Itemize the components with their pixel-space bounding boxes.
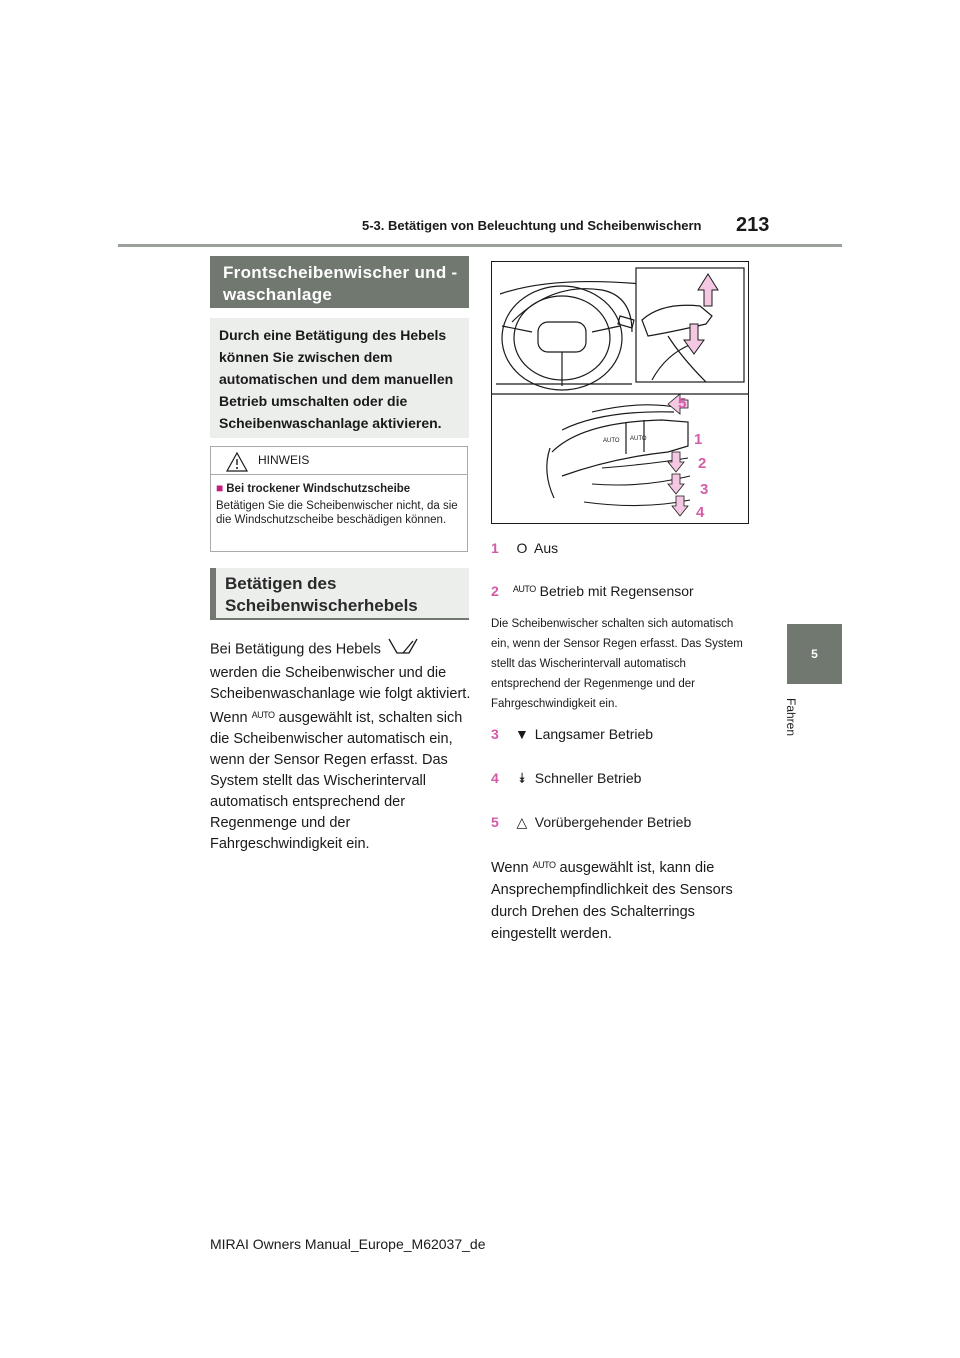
list-item-off: 1 O Aus [491, 540, 559, 556]
slow-symbol-icon: ▼ [514, 726, 529, 742]
chapter-tab [787, 624, 842, 684]
chapter-label: Fahren [784, 698, 798, 737]
off-symbol-icon: O [516, 540, 528, 556]
wiper-lever-illustration [491, 261, 749, 524]
section-heading-lever: Betätigen des Scheibenwischerhebels [210, 568, 469, 620]
callout-5: 5 [678, 395, 687, 412]
callout-2: 2 [698, 455, 707, 472]
list-item-fast: 4 ⯯ Schneller Betrieb [491, 770, 642, 786]
lever-label-auto-2: AUTO [630, 436, 647, 442]
list-item-slow: 3 ▼ Langsamer Betrieb [491, 726, 654, 742]
note-title: HINWEIS [258, 453, 310, 467]
warning-triangle-icon [225, 451, 249, 473]
auto-symbol: AUTO [532, 860, 556, 870]
sensitivity-note: Wenn $^{AUTO}$ ausgewählt ist, kann die Ansprechempfindlichkeit des Sensors durch Drehen des Schalterrings eingestellt werden. [491, 860, 733, 942]
note-box [210, 446, 468, 552]
section-title: 5-3. Betätigen von Beleuchtung und Scheibenwischern [362, 218, 702, 233]
lever-description: Bei Betätigung des Hebels werden die Scheibenwischer und die Scheibenwaschanlage wie folgt aktiviert. Wenn $^{AUTO}$ ausgewählt ist, schalten sich die Scheibenwischer automatisch ein, wenn der Sensor Regen erfasst. Das System stellt das Wischerintervall automatisch entsprechend der Regenmenge und der Fahrgeschwindigkeit ein. [210, 636, 472, 855]
list-item-mist: 5 △ Vorübergehender Betrieb [491, 814, 692, 830]
list-item-auto: 2 $^{AUTO}$ Betrieb mit Regensensor [491, 583, 694, 599]
auto-symbol-icon: AUTO [512, 584, 536, 594]
lever-label-auto-1: AUTO [603, 438, 620, 444]
note-item-title: ■ Bei trockener Windschutzscheibe [216, 481, 411, 495]
auto-mode-description: Die Scheibenwischer schalten sich automatisch ein, wenn der Sensor Regen erfasst. Das System stellt das Wischerintervall automatisch entsprechend der Regenmenge und der Fahrgeschwindigkeit ein. [491, 618, 743, 710]
footer-text: MIRAI Owners Manual_Europe_M62037_de [210, 1236, 486, 1252]
callout-1: 1 [694, 431, 703, 448]
page-number: 213 [736, 214, 770, 236]
mist-symbol-icon: △ [516, 814, 528, 830]
callout-3: 3 [700, 481, 709, 498]
note-divider [211, 474, 467, 475]
fast-symbol-icon: ⯯ [517, 770, 527, 786]
note-item-body: Betätigen Sie die Scheibenwischer nicht, da sie die Windschutzscheibe beschädigen können. [216, 500, 458, 526]
callout-4: 4 [696, 504, 705, 521]
section-heading-front-wiper: Frontscheibenwischer und -waschanlage [210, 256, 469, 308]
chapter-number: 5 [811, 647, 818, 661]
square-bullet-icon: ■ [216, 481, 224, 495]
lever-diagram [492, 262, 748, 523]
auto-symbol: AUTO [251, 710, 275, 720]
header-rule [118, 244, 842, 247]
wiper-icon [385, 636, 421, 663]
section-summary: Durch eine Betätigung des Hebels können Sie zwischen dem automatischen und dem manuellen Betrieb umschalten oder die Scheibenwaschanlage aktivieren. [210, 318, 469, 438]
